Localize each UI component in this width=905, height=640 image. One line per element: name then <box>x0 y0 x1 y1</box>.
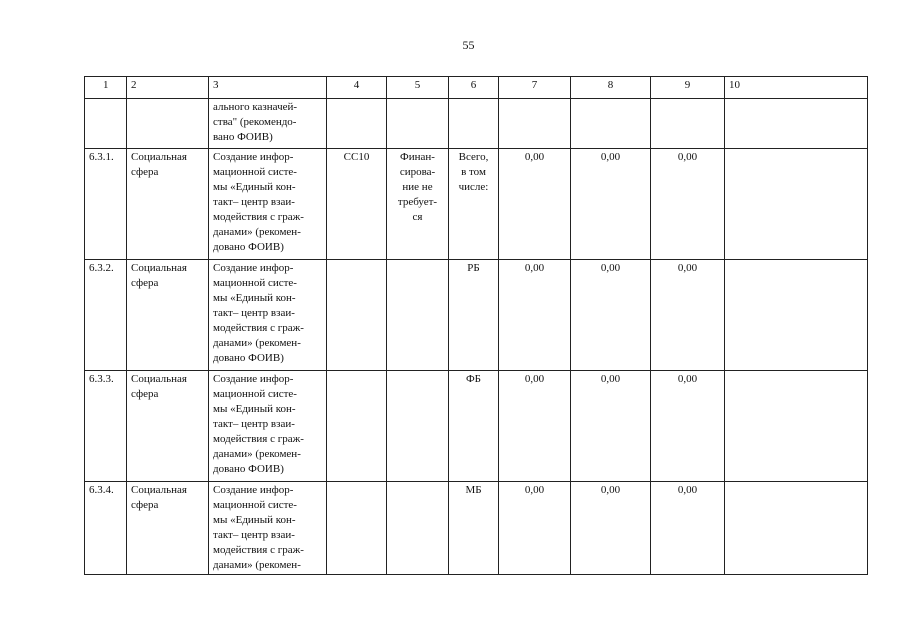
cell-col8: 0,00 <box>571 149 651 260</box>
header-col-7: 7 <box>499 77 571 99</box>
cell-col8 <box>571 99 651 149</box>
cell-col8: 0,00 <box>571 260 651 371</box>
header-col-8: 8 <box>571 77 651 99</box>
page-number: 55 <box>462 38 475 52</box>
header-row <box>85 77 868 99</box>
cell-name: Создание инфор- мационной систе- мы «Единый кон- такт– центр взаи- модействия с граж- данами» (рекомен- довано ФОИВ) <box>209 149 327 260</box>
table-row <box>85 149 868 260</box>
cell-name: Создание инфор- мационной систе- мы «Единый кон- такт– центр взаи- модействия с граж- данами» (рекомен- довано ФОИВ) <box>209 260 327 371</box>
cell-name: ального казначей- ства" (рекомендо- вано ФОИВ) <box>209 99 327 149</box>
cell-funding <box>387 482 449 575</box>
cell-col10 <box>725 149 868 260</box>
cell-sphere: Социальная сфера <box>127 149 209 260</box>
cell-source <box>449 99 499 149</box>
cell-col7 <box>499 99 571 149</box>
cell-source: РБ <box>449 260 499 371</box>
cell-col9: 0,00 <box>651 482 725 575</box>
cell-source: МБ <box>449 482 499 575</box>
cell-code <box>327 482 387 575</box>
cell-col7: 0,00 <box>499 482 571 575</box>
cell-col10 <box>725 260 868 371</box>
cell-num: 6.3.4. <box>85 482 127 575</box>
cell-col8: 0,00 <box>571 371 651 482</box>
cell-col9: 0,00 <box>651 371 725 482</box>
cell-col10 <box>725 482 868 575</box>
cell-col9: 0,00 <box>651 149 725 260</box>
cell-name: Создание инфор- мационной систе- мы «Единый кон- такт– центр взаи- модействия с граж- данами» (рекомен- <box>209 482 327 575</box>
cell-code <box>327 260 387 371</box>
header-col-6: 6 <box>449 77 499 99</box>
cell-code <box>327 99 387 149</box>
cell-sphere <box>127 99 209 149</box>
cell-code <box>327 371 387 482</box>
cell-funding <box>387 260 449 371</box>
cell-col7: 0,00 <box>499 260 571 371</box>
cell-col9 <box>651 99 725 149</box>
header-col-10: 10 <box>725 77 868 99</box>
cell-col8: 0,00 <box>571 482 651 575</box>
cell-source: Всего, в том числе: <box>449 149 499 260</box>
header-col-9: 9 <box>651 77 725 99</box>
cell-sphere: Социальная сфера <box>127 482 209 575</box>
header-col-2: 2 <box>127 77 209 99</box>
cell-num: 6.3.3. <box>85 371 127 482</box>
cell-col7: 0,00 <box>499 371 571 482</box>
cell-sphere: Социальная сфера <box>127 371 209 482</box>
table-row <box>85 371 868 482</box>
cell-funding <box>387 371 449 482</box>
cell-funding <box>387 99 449 149</box>
header-col-4: 4 <box>327 77 387 99</box>
budget-table <box>84 76 868 575</box>
cell-num: 6.3.2. <box>85 260 127 371</box>
cell-col9: 0,00 <box>651 260 725 371</box>
cell-col7: 0,00 <box>499 149 571 260</box>
header-col-1: 1 <box>85 77 127 99</box>
cell-name: Создание инфор- мационной систе- мы «Единый кон- такт– центр взаи- модействия с граж- данами» (рекомен- довано ФОИВ) <box>209 371 327 482</box>
cell-col10 <box>725 371 868 482</box>
cell-col10 <box>725 99 868 149</box>
cell-num <box>85 99 127 149</box>
cell-funding: Финан- сирова- ние не требует- ся <box>387 149 449 260</box>
cell-code: СС10 <box>327 149 387 260</box>
header-col-3: 3 <box>209 77 327 99</box>
cell-source: ФБ <box>449 371 499 482</box>
cell-num: 6.3.1. <box>85 149 127 260</box>
table-row <box>85 482 868 575</box>
cell-sphere: Социальная сфера <box>127 260 209 371</box>
header-col-5: 5 <box>387 77 449 99</box>
table-row-continued <box>85 99 868 149</box>
table-row <box>85 260 868 371</box>
